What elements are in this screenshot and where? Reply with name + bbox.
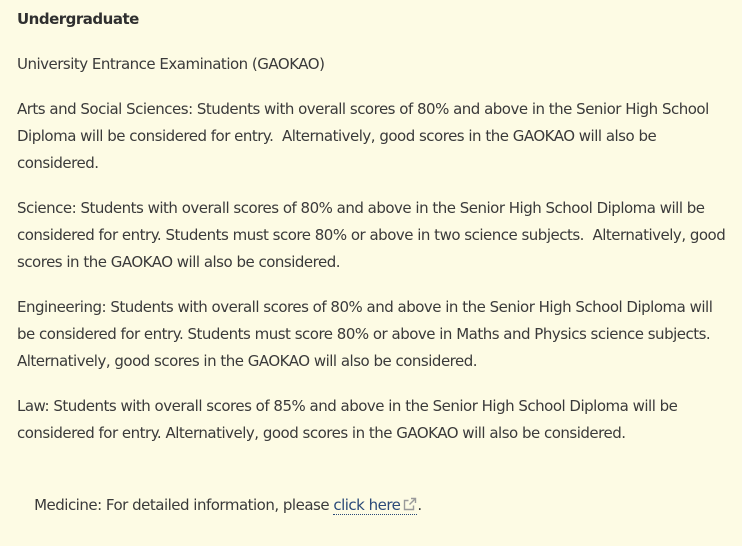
science-paragraph: Science: Students with overall scores of 80% and above in the Senior High School Diploma will be considered for entry. Students must score 80% or above in two science subjects. Alternatively, good scores in the GAOKAO will also be considered. [17,199,730,271]
medicine-paragraph [17,465,734,546]
click-here-label: click here [333,496,401,514]
engineering-paragraph: Engineering: Students with overall scores of 80% and above in the Senior High School Diploma will be considered for entry. Students must score 80% or above in Maths and Physics science subjects. Alternatively, good scores in the GAOKAO will also be considered. [17,298,724,370]
exam-subheading: University Entrance Examination (GAOKAO) [17,55,325,73]
medicine-suffix: . [417,496,422,514]
section-heading: Undergraduate [17,10,139,28]
arts-paragraph: Arts and Social Sciences: Students with overall scores of 80% and above in the Senior High School Diploma will be considered for entry. Alternatively, good scores in the GAOKAO will also be considered. [17,100,714,172]
medicine-prefix: Medicine: For detailed information, please [34,496,334,514]
law-paragraph: Law: Students with overall scores of 85% and above in the Senior High School Diploma will be considered for entry. Alternatively, good scores in the GAOKAO will also be considered. [17,397,682,442]
external-link-icon [403,497,417,511]
